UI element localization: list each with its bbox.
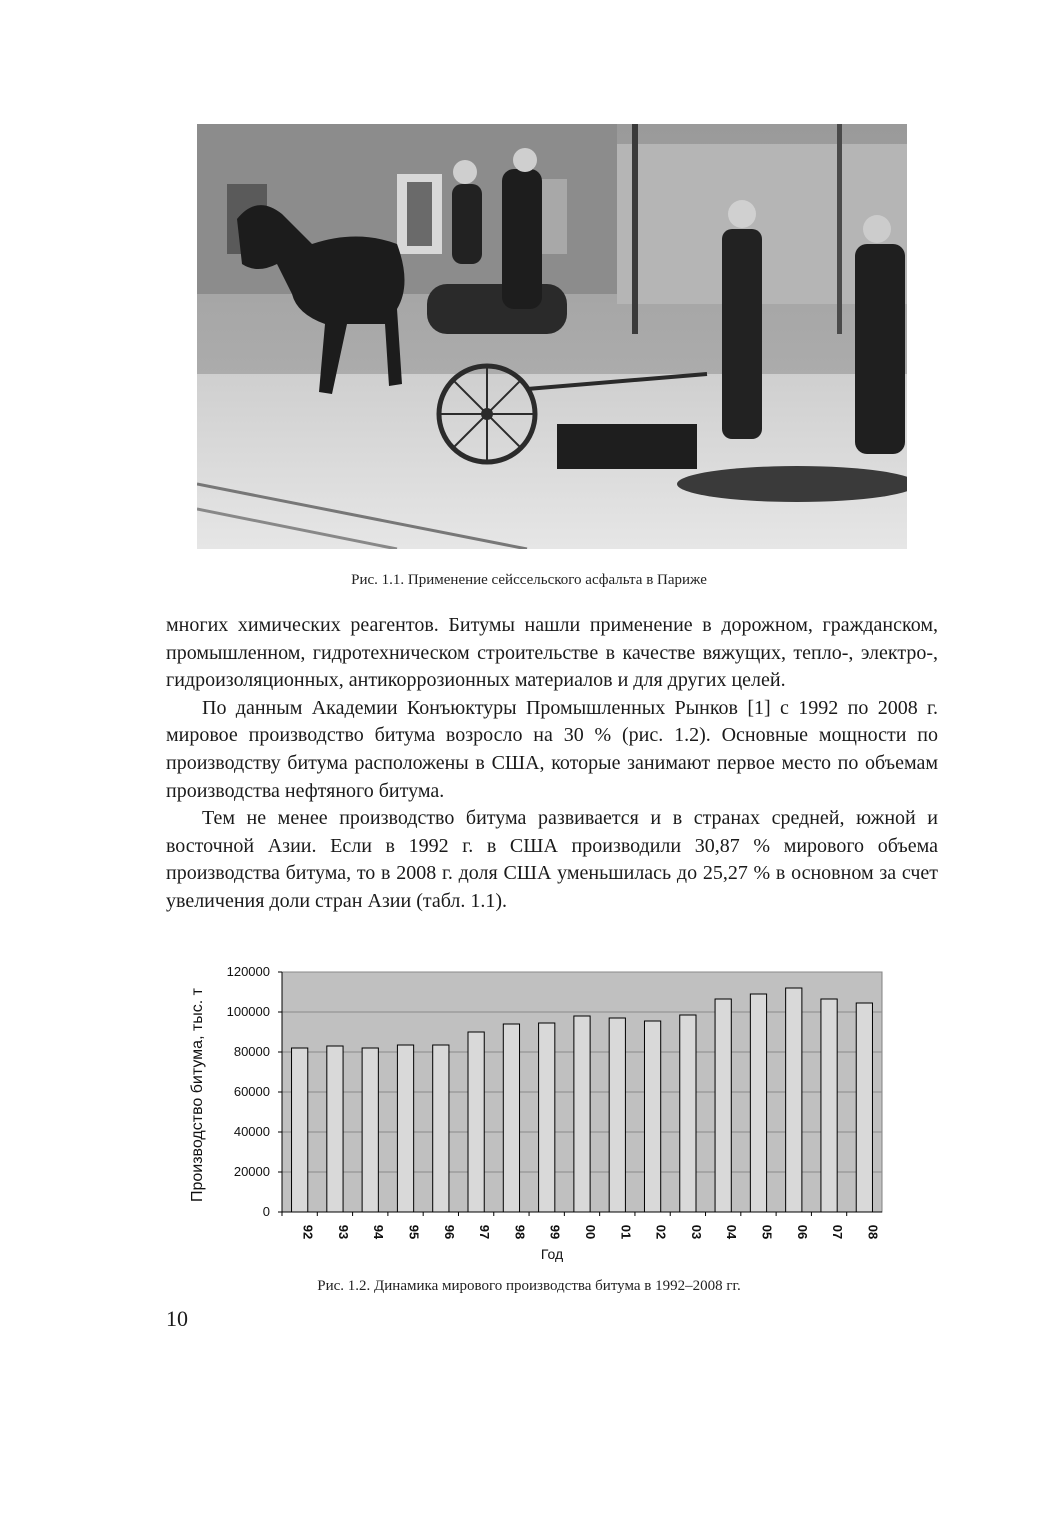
x-axis-label: Год [540, 1246, 564, 1262]
y-tick-label: 60000 [233, 1084, 270, 1099]
bar-02 [644, 1021, 660, 1212]
bar-05 [750, 994, 766, 1212]
x-tick-label: 01 [618, 1224, 634, 1240]
y-tick-label: 120000 [226, 964, 270, 979]
bar-93 [327, 1046, 343, 1212]
bar-92 [292, 1048, 308, 1212]
x-tick-label: 93 [335, 1224, 351, 1240]
y-tick-label: 100000 [226, 1004, 270, 1019]
x-tick-label: 00 [583, 1224, 598, 1240]
bar-00 [574, 1016, 590, 1212]
bar-01 [609, 1018, 625, 1212]
x-tick-label: 96 [441, 1224, 457, 1240]
paragraph-2: По данным Академии Конъюктуры Промышленных Рынков [1] с 1992 по 2008 г. мировое производство битума возросло на 30 % (рис. 1.2). Основные мощности по производству битума расположены в США, которые занимают первое место по объемам производства нефтяного битума. [166, 696, 938, 802]
y-tick-label: 40000 [233, 1124, 270, 1139]
bar-96 [433, 1045, 449, 1212]
body-text [166, 612, 938, 916]
bar-95 [397, 1045, 413, 1212]
x-tick-label: 98 [512, 1224, 528, 1240]
x-tick-label: 92 [300, 1224, 316, 1240]
y-tick-label: 80000 [233, 1044, 270, 1059]
x-tick-label: 02 [653, 1224, 669, 1240]
bar-03 [680, 1015, 696, 1212]
bar-08 [856, 1003, 872, 1212]
x-tick-label: 03 [688, 1224, 704, 1240]
photo-paris-asphalt [197, 124, 907, 549]
bar-04 [715, 999, 731, 1212]
y-tick-label: 20000 [233, 1164, 270, 1179]
x-tick-label: 04 [724, 1224, 740, 1240]
bar-97 [468, 1032, 484, 1212]
bar-06 [786, 988, 802, 1212]
x-tick-label: 94 [371, 1224, 387, 1240]
x-tick-label: 07 [830, 1224, 846, 1240]
bitumen-production-chart [180, 955, 900, 1270]
page-number: 10 [166, 1306, 188, 1331]
x-tick-label: 05 [759, 1224, 775, 1240]
y-tick-label: 0 [262, 1204, 270, 1219]
bar-94 [362, 1048, 378, 1212]
x-tick-label: 99 [547, 1224, 563, 1240]
bar-07 [821, 999, 837, 1212]
paragraph-1: многих химических реагентов. Битумы нашли применение в дорожном, гражданском, промышленном, гидротехническом строительстве в качестве вяжущих, тепло-, электро-, гидроизоляционных, антикоррозионных материалов и для других целей. [166, 614, 938, 692]
bar-98 [503, 1024, 519, 1212]
x-tick-label: 08 [865, 1224, 881, 1240]
x-tick-label: 95 [406, 1224, 422, 1240]
y-axis-label: Производство битума, тыс. т [189, 987, 206, 1203]
paragraph-3: Тем не менее производство битума развивается и в странах средней, южной и восточной Азии. Если в 1992 г. в США производили 30,87 % мирового объема производства битума, то в 2008 г. доля США уменьшилась до 25,27 % в основном за счет увеличения доли стран Азии (табл. 1.1). [166, 807, 938, 912]
x-tick-label: 97 [477, 1224, 493, 1240]
bar-99 [539, 1023, 555, 1212]
x-tick-label: 06 [794, 1224, 810, 1240]
figure1-caption: Рис. 1.1. Применение сейссельского асфальта в Париже [351, 572, 707, 588]
figure2-caption: Рис. 1.2. Динамика мирового производства битума в 1992–2008 гг. [317, 1278, 741, 1294]
